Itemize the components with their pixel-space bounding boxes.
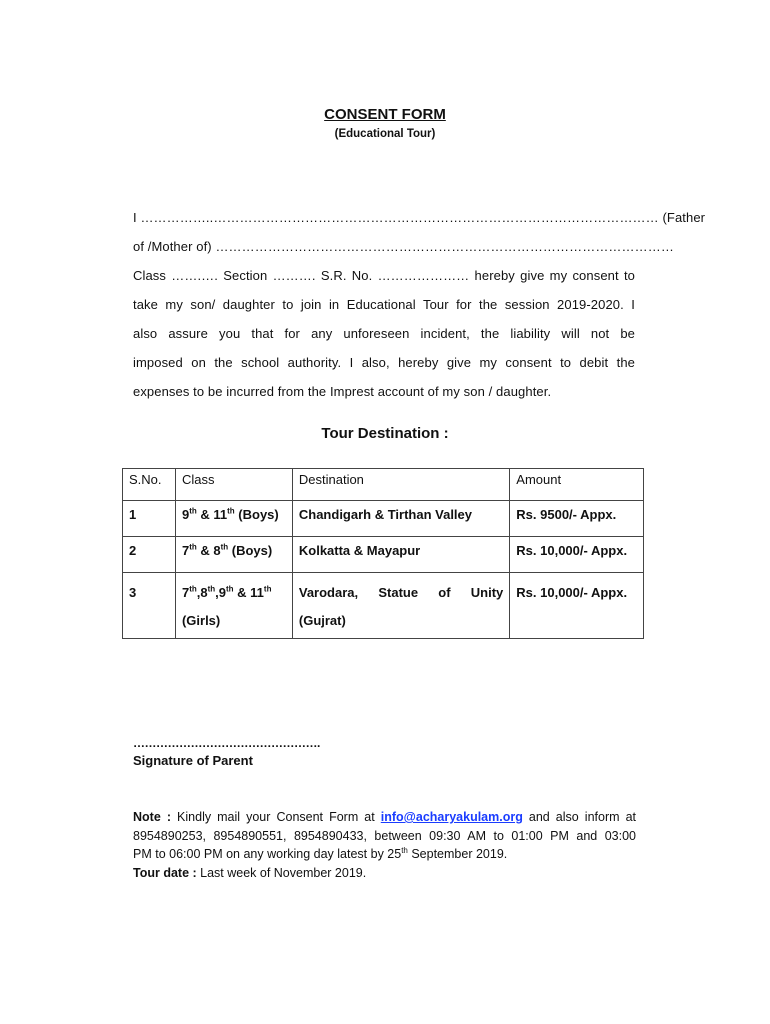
row-sno: 2	[123, 537, 176, 573]
consent-line-1-prefix: I	[133, 210, 137, 225]
row-sno: 3	[123, 573, 176, 639]
form-subtitle: (Educational Tour)	[334, 128, 436, 140]
consent-line-1-suffix: (Father	[662, 210, 706, 225]
row-sno: 1	[123, 501, 176, 537]
column-header-sno: S.No.	[123, 469, 176, 501]
tour-date-value: Last week of November 2019.	[196, 865, 367, 880]
table-row	[123, 573, 644, 639]
table-row	[123, 501, 644, 537]
note-section	[133, 808, 636, 882]
consent-line-2-prefix: of /Mother of)	[133, 239, 212, 254]
tour-date-line	[133, 864, 636, 883]
student-name-blank[interactable]: ……………………………………………………………………………………………	[215, 239, 674, 254]
row-class: 7th,8th,9th & 11th (Girls)	[175, 573, 292, 639]
row-amount: Rs. 10,000/- Appx.	[510, 573, 644, 639]
column-header-class: Class	[175, 469, 292, 501]
signature-label: Signature of Parent	[133, 753, 253, 768]
row-destination: Varodara, Statue of Unity (Gujrat)	[292, 573, 509, 639]
consent-line-2	[133, 239, 674, 254]
note-line-2: 8954890253, 8954890551, 8954890433, between 09:30 AM to 01:00 PM and 03:00	[133, 828, 636, 843]
table-header-row	[123, 469, 644, 501]
signature-line[interactable]: ………………………………………….	[133, 736, 320, 750]
note-line-3: PM to 06:00 PM on any working day latest by 25th September 2019.	[133, 845, 508, 861]
row-destination: Chandigarh & Tirthan Valley	[292, 501, 509, 537]
parent-name-blank[interactable]: ……………..…………………………………………………………………………………………	[140, 210, 659, 225]
row-amount: Rs. 9500/- Appx.	[510, 501, 644, 537]
column-header-amount: Amount	[510, 469, 644, 501]
consent-line-1	[133, 210, 706, 225]
consent-line-3: Class …….…. Section ………. S.R. No. ………………… hereby give my consent to	[133, 268, 635, 283]
consent-line-7: expenses to be incurred from the Imprest account of my son / daughter.	[133, 384, 552, 399]
email-link[interactable]: info@acharyakulam.org	[380, 810, 523, 824]
table-row	[123, 537, 644, 573]
row-class: 9th & 11th (Boys)	[175, 501, 292, 537]
column-header-destination: Destination	[292, 469, 509, 501]
form-title: CONSENT FORM	[324, 106, 446, 123]
row-destination: Kolkatta & Mayapur	[292, 537, 509, 573]
note-label: Note :	[133, 810, 171, 824]
tour-date-label: Tour date :	[133, 865, 197, 880]
tour-destination-table	[122, 468, 644, 639]
consent-line-5: also assure you that for any unforeseen incident, the liability will not be	[133, 326, 635, 341]
consent-line-6: imposed on the school authority. I also, hereby give my consent to debit the	[133, 355, 635, 370]
note-line-1: Note : Kindly mail your Consent Form at info@acharyakulam.org and also inform at	[133, 810, 636, 824]
consent-line-4: take my son/ daughter to join in Educational Tour for the session 2019-2020. I	[133, 297, 635, 312]
row-class: 7th & 8th (Boys)	[175, 537, 292, 573]
row-amount: Rs. 10,000/- Appx.	[510, 537, 644, 573]
tour-destination-heading: Tour Destination :	[321, 425, 449, 442]
